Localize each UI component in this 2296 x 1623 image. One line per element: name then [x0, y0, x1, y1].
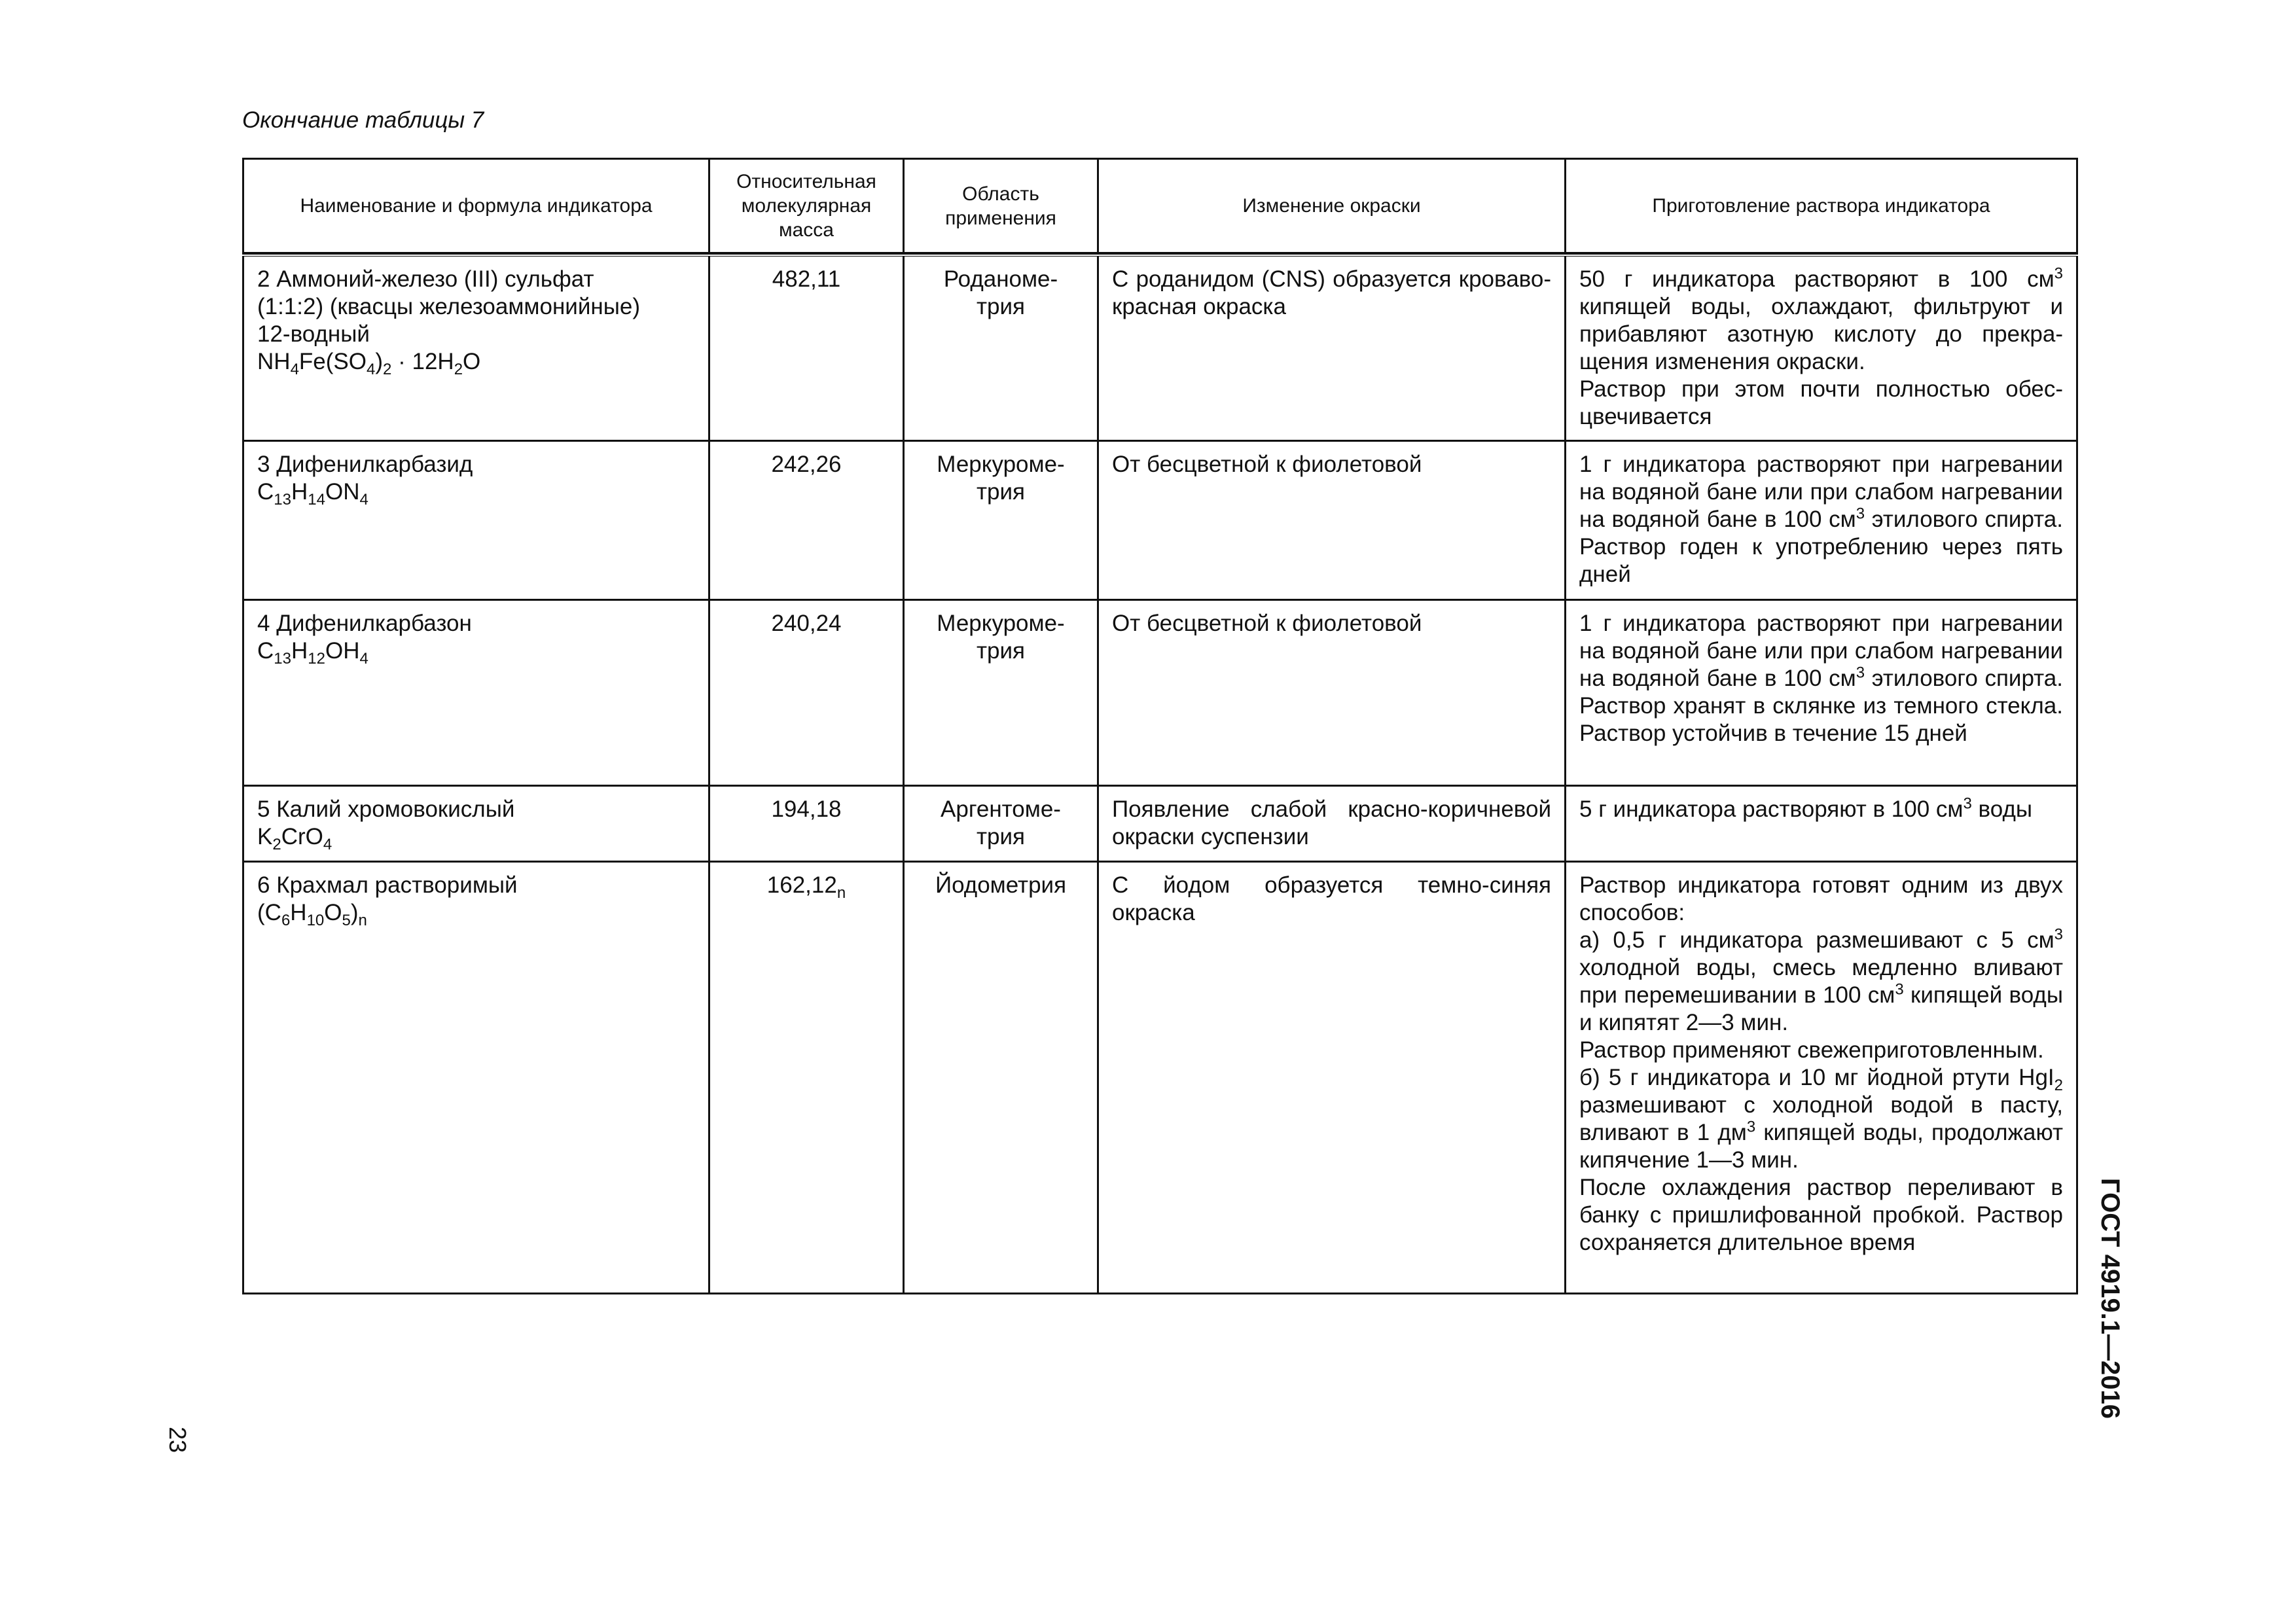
- page-number: 23: [164, 1427, 191, 1454]
- indicator-name-cell: 3 Дифенилкарбазид $C_{13}H_{14}ON_4$: [243, 440, 709, 599]
- indicator-name-cell: 4 Дифенилкарбазон $C_{13}H_{12}OH_4$: [243, 599, 709, 785]
- header-color: Изменение окраски: [1098, 159, 1566, 253]
- table-caption: Окончание таблицы 7: [242, 107, 484, 133]
- header-prep: Приготовление раствора индикатора: [1566, 159, 2077, 253]
- indicator-table: [242, 158, 2078, 1294]
- standard-code: ГОСТ 4919.1—2016: [2096, 1178, 2125, 1419]
- indicator-formula: $K_2CrO_4$: [257, 823, 332, 853]
- color-change: Появление слабой красно-коричневой окраски суспензии: [1098, 785, 1566, 861]
- header-area: Область применения: [904, 159, 1098, 253]
- indicator-formula: $NH_4Fe(SO_4)_2 \cdot 12H_2O$: [257, 349, 481, 378]
- application-area: Меркуроме- трия: [904, 440, 1098, 599]
- color-change: С йодом образуется темно-синяя окраска: [1098, 861, 1566, 1293]
- color-change: От бесцветной к фиолетовой: [1098, 440, 1566, 599]
- color-change: С роданидом (CNS) образуется кроваво-красная окраска: [1098, 255, 1566, 440]
- molecular-mass: 194,18: [709, 785, 904, 861]
- indicator-name-cell: 5 Калий хромовокислый $K_2CrO_4$: [243, 785, 709, 861]
- solution-preparation: 5 г индикатора растворяют в 100 $см^3$ воды: [1566, 785, 2077, 861]
- application-area: Йодометрия: [904, 861, 1098, 1293]
- color-change: От бесцветной к фиолетовой: [1098, 599, 1566, 785]
- table-row: [243, 440, 2077, 599]
- table-row: [243, 599, 2077, 785]
- solution-preparation: Раствор индикатора готовят одним из двух способов: а) 0,5 г индикатора размешивают с 5 $см^3$ холодной воды, смесь медленно вливают при перемешивании в 100 $см^3$ кипящей воды и кипятят 2—3 мин. Раствор применяют свежеприготовленным. б) 5 г индикатора и 10 мг йодной ртути HgI$_2$ размешивают с холодной водой в пасту, вливают в 1 $дм^3$ кипящей воды, продолжают кипячение 1—3 мин. После охлаждения раствор переливают в банку с пришлифованной пробкой. Раствор сохраняется длительное время: [1566, 861, 2077, 1293]
- indicator-formula: $(C_6H_{10}O_5)_n$: [257, 899, 367, 929]
- solution-preparation: 50 г индикатора растворяют в 100 $см^3$ кипящей воды, охлаждают, фильтруют и прибавляют азотную кислоту до прекращения изменения окраски. Раствор при этом почти полностью обесцвечивается: [1566, 255, 2077, 440]
- application-area: Меркуроме- трия: [904, 599, 1098, 785]
- indicator-name-cell: 2 Аммоний-железо (III) сульфат (1:1:2) (квасцы железоаммонийные) 12-водный $NH_4Fe(SO_4)_2 \cdot 12H_2O$: [243, 255, 709, 440]
- table-row: [243, 255, 2077, 440]
- solution-preparation: 1 г индикатора растворяют при нагревании на водяной бане или при слабом нагревании на водяной бане в 100 $см^3$ этилового спирта. Раствор хранят в склянке из темного стекла. Раствор устойчив в течение 15 дней: [1566, 599, 2077, 785]
- molecular-mass: 242,26: [709, 440, 904, 599]
- table-row: [243, 785, 2077, 861]
- application-area: Роданоме- трия: [904, 255, 1098, 440]
- indicator-formula: $C_{13}H_{12}OH_4$: [257, 637, 368, 668]
- indicator-name-cell: 6 Крахмал растворимый $(C_6H_{10}O_5)_n$: [243, 861, 709, 1293]
- header-mass: Относительная молекулярная масса: [709, 159, 904, 253]
- indicator-formula: $C_{13}H_{14}ON_4$: [257, 478, 368, 508]
- table-row: [243, 861, 2077, 1293]
- table-header-row: [243, 159, 2077, 253]
- molecular-mass: $162,12_n$: [709, 861, 904, 1293]
- molecular-mass: 240,24: [709, 599, 904, 785]
- molecular-mass: 482,11: [709, 255, 904, 440]
- application-area: Аргентоме- трия: [904, 785, 1098, 861]
- solution-preparation: 1 г индикатора растворяют при нагревании на водяной бане или при слабом нагревании на водяной бане в 100 $см^3$ этилового спирта. Раствор годен к употреблению через пять дней: [1566, 440, 2077, 599]
- header-name: Наименование и формула индикатора: [243, 159, 709, 253]
